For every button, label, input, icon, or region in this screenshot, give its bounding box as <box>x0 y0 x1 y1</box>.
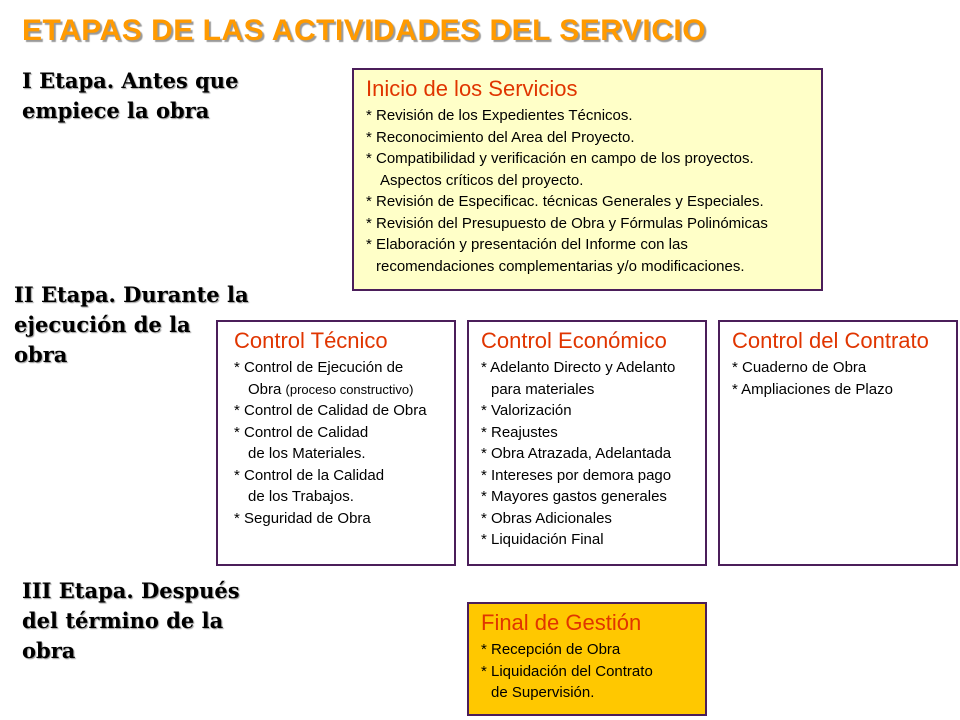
item-line: * Revisión de los Expedientes Técnicos. <box>366 107 633 124</box>
box-title: Control del Contrato <box>732 328 929 353</box>
list-item <box>481 357 699 400</box>
stage-2-line: II Etapa. Durante la <box>14 282 249 307</box>
stage-1-line: empiece la obra <box>22 98 210 123</box>
item-line: * Reconocimiento del Area del Proyecto. <box>366 128 635 146</box>
item-line: * Valorización <box>481 402 572 419</box>
item-line: de los Trabajos. <box>248 488 354 505</box>
list-item <box>366 234 815 277</box>
list-item <box>234 465 448 508</box>
item-line: de Supervisión. <box>491 684 595 701</box>
list-item <box>481 443 699 465</box>
item-line-part: Obra <box>248 380 286 398</box>
item-line: * Obras Adicionales <box>481 509 612 527</box>
list-item <box>234 400 448 422</box>
stage-1-line: I Etapa. Antes que <box>22 68 239 93</box>
item-line: * Adelanto Directo y Adelanto <box>481 359 676 376</box>
item-line <box>234 379 448 401</box>
item-line: Aspectos críticos del proyecto. <box>380 171 584 189</box>
list-item <box>366 127 815 149</box>
stage-2-line: obra <box>14 342 68 367</box>
list-item <box>481 661 699 704</box>
stage-3-line: III Etapa. Después <box>22 578 240 603</box>
item-line: * Control de Calidad de Obra <box>234 402 427 419</box>
item-line: * Revisión de Especificac. técnicas Generales y Especiales. <box>366 193 764 210</box>
item-line: * Ampliaciones de Plazo <box>732 380 893 398</box>
item-line: * Liquidación Final <box>481 531 604 548</box>
stage-2-label <box>14 280 249 370</box>
item-line: * Control de Calidad <box>234 423 369 441</box>
box-title: Final de Gestión <box>481 610 642 635</box>
item-line: * Recepción de Obra <box>481 641 621 658</box>
item-line: * Elaboración y presentación del Informe con las <box>366 236 688 253</box>
item-line: * Mayores gastos generales <box>481 488 667 505</box>
inicio-servicios-box <box>352 68 823 291</box>
item-line: * Compatibilidad y verificación en campo de los proyectos. <box>366 150 754 167</box>
item-line: de los Materiales. <box>248 445 366 462</box>
page-title: ETAPAS DE LAS ACTIVIDADES DEL SERVICIO <box>22 14 707 47</box>
list-item <box>481 465 699 487</box>
item-line: * Seguridad de Obra <box>234 509 371 527</box>
box-title: Inicio de los Servicios <box>366 76 578 101</box>
list-item <box>481 529 699 551</box>
list-item <box>481 400 699 422</box>
list-item <box>481 508 699 530</box>
final-gestion-box <box>467 602 707 716</box>
list-item <box>366 213 815 235</box>
item-line: * Reajustes <box>481 423 558 441</box>
item-line: * Liquidación del Contrato <box>481 662 653 680</box>
list-item <box>481 639 699 661</box>
list-item <box>732 379 950 401</box>
item-line-part: (proceso constructivo) <box>285 381 414 397</box>
box-title: Control Económico <box>481 328 667 353</box>
stage-3-label <box>22 576 240 666</box>
item-line: * Intereses por demora pago <box>481 466 672 484</box>
item-line: recomendaciones complementarias y/o modificaciones. <box>376 257 745 275</box>
item-line: * Cuaderno de Obra <box>732 359 867 376</box>
item-line: para materiales <box>491 380 595 398</box>
stage-3-line: obra <box>22 638 76 663</box>
list-item <box>234 357 448 400</box>
list-item <box>366 191 815 213</box>
list-item <box>366 148 815 191</box>
box-title: Control Técnico <box>234 328 388 353</box>
item-list <box>481 639 699 704</box>
item-line: * Obra Atrazada, Adelantada <box>481 445 672 462</box>
control-economico-box <box>467 320 707 566</box>
item-line: * Control de la Calidad <box>234 466 385 484</box>
control-contrato-box <box>718 320 958 566</box>
item-list <box>234 357 448 529</box>
list-item <box>234 422 448 465</box>
list-item <box>481 422 699 444</box>
item-list <box>366 105 815 277</box>
list-item <box>481 486 699 508</box>
stage-1-label <box>22 66 238 126</box>
item-list <box>481 357 699 551</box>
control-tecnico-box <box>216 320 456 566</box>
list-item <box>234 508 448 530</box>
stage-3-line: del término de la <box>22 608 224 633</box>
list-item <box>366 105 815 127</box>
item-line: * Revisión del Presupuesto de Obra y Fórmulas Polinómicas <box>366 214 768 232</box>
list-item <box>732 357 950 379</box>
stage-2-line: ejecución de la <box>14 312 191 337</box>
item-line: * Control de Ejecución de <box>234 359 404 376</box>
item-list <box>732 357 950 400</box>
